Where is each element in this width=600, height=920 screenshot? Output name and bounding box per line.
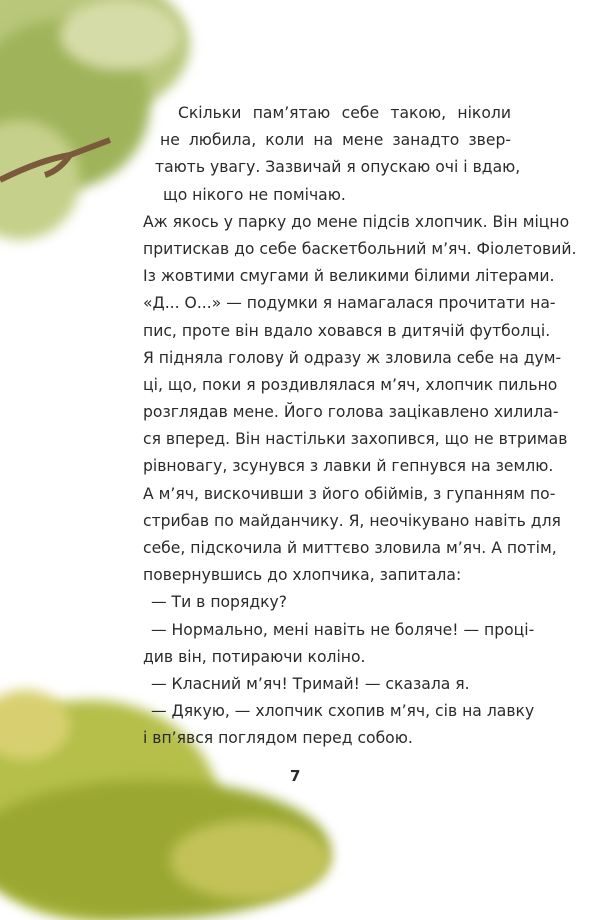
- text-line: притискав до себе баскетбольний м’яч. Фіолетовий.: [143, 239, 577, 258]
- text-line: ці, що, поки я роздивлялася м’яч, хлопчик пильно: [143, 375, 558, 394]
- text-line: — Ти в порядку?: [151, 593, 288, 612]
- page-number: 7: [290, 767, 301, 785]
- text-line: і вп’явся поглядом перед собою.: [143, 729, 413, 748]
- text-line: див він, потираючи коліно.: [143, 647, 366, 666]
- text-line: Скільки пам’ятаю себе такою, ніколи: [178, 104, 511, 122]
- text-line: — Класний м’яч! Тримай! — сказала я.: [151, 674, 470, 693]
- text-line: рівновагу, зсунувся з лавки й гепнувся на землю.: [143, 457, 554, 476]
- text-line: стрибав по майданчику. Я, неочікувано навіть для: [143, 511, 561, 530]
- text-line: — Нормально, мені навіть не боляче! — проці-: [151, 620, 535, 639]
- story-text: [143, 100, 577, 753]
- text-line: — Дякую, — хлопчик схопив м’яч, сів на лавку: [151, 702, 535, 721]
- text-line: розглядав мене. Його голова зацікавлено хилила-: [143, 403, 559, 422]
- text-line: ся вперед. Він настільки захопився, що не втримав: [143, 430, 568, 449]
- text-line: пис, проте він вдало ховався в дитячій футболці.: [143, 321, 551, 340]
- text-line: себе, підскочила й миттєво зловила м’яч. А потім,: [143, 539, 557, 557]
- text-line: «Д... О...» — подумки я намагалася прочитати на-: [143, 294, 556, 313]
- text-line: повернувшись до хлопчика, запитала:: [143, 566, 462, 585]
- text-line: А м’яч, вискочивши з його обіймів, з гупанням по-: [143, 484, 556, 503]
- text-line: Із жовтими смугами й великими білими літерами.: [143, 267, 555, 286]
- text-line: що нікого не помічаю.: [163, 185, 346, 204]
- text-line: Аж якось у парку до мене підсів хлопчик. Він міцно: [143, 212, 570, 231]
- text-line: тають увагу. Зазвичай я опускаю очі і вдаю,: [155, 158, 521, 177]
- text-line: Я підняла голову й одразу ж зловила себе на дум-: [143, 348, 562, 367]
- text-line: не любила, коли на мене занадто звер-: [160, 131, 511, 150]
